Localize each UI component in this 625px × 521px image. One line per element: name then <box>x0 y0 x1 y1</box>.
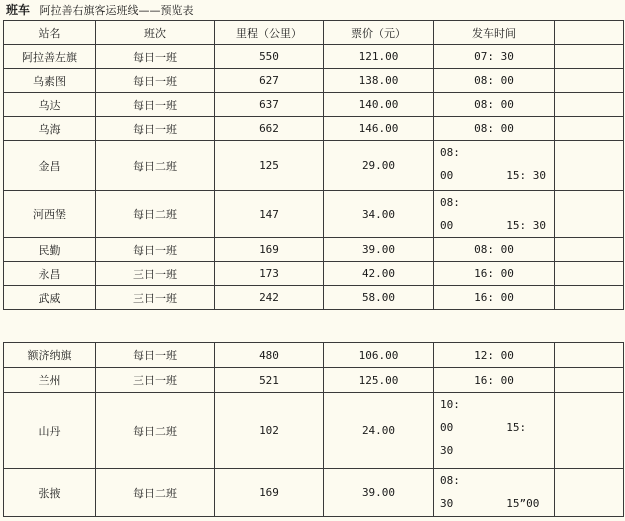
table-row <box>4 262 624 286</box>
ticket-price: 146.00 <box>324 117 434 141</box>
frequency: 每日二班 <box>96 393 215 469</box>
departure-time-line: 08: 00 <box>474 122 514 135</box>
schedule-table-1 <box>3 20 624 310</box>
blank-cell <box>555 286 624 310</box>
station-name: 乌素图 <box>4 69 96 93</box>
blank-cell <box>555 368 624 393</box>
departure-time <box>434 69 555 93</box>
station-name: 民勤 <box>4 238 96 262</box>
frequency: 每日一班 <box>96 238 215 262</box>
blank-cell <box>555 69 624 93</box>
departure-time <box>434 286 555 310</box>
departure-time-line: 08: 00 <box>474 98 514 111</box>
departure-time-line: 16: 00 <box>474 267 514 280</box>
distance-km: 169 <box>215 469 324 517</box>
header-price: 票价（元） <box>324 21 434 45</box>
frequency: 每日二班 <box>96 191 215 238</box>
station-name: 山丹 <box>4 393 96 469</box>
station-name: 乌达 <box>4 93 96 117</box>
ticket-price: 125.00 <box>324 368 434 393</box>
departure-time-line: 08: 00 <box>474 74 514 87</box>
departure-time <box>434 343 555 368</box>
distance-km: 480 <box>215 343 324 368</box>
departure-time-line: 00 15: 30 <box>440 169 546 182</box>
ticket-price: 140.00 <box>324 93 434 117</box>
ticket-price: 39.00 <box>324 238 434 262</box>
frequency: 每日一班 <box>96 93 215 117</box>
departure-time <box>434 93 555 117</box>
table-row <box>4 69 624 93</box>
distance-km: 637 <box>215 93 324 117</box>
blank-cell <box>555 117 624 141</box>
departure-time-line: 00 15: <box>440 421 527 434</box>
frequency: 每日一班 <box>96 117 215 141</box>
departure-time <box>434 45 555 69</box>
departure-time-line: 08: <box>440 474 460 487</box>
distance-km: 521 <box>215 368 324 393</box>
distance-km: 242 <box>215 286 324 310</box>
ticket-price: 42.00 <box>324 262 434 286</box>
frequency: 三日一班 <box>96 368 215 393</box>
distance-km: 662 <box>215 117 324 141</box>
frequency: 每日二班 <box>96 469 215 517</box>
distance-km: 102 <box>215 393 324 469</box>
table-row <box>4 191 624 238</box>
departure-time-line: 30 <box>440 444 454 457</box>
header-frequency: 班次 <box>96 21 215 45</box>
table-row <box>4 393 624 469</box>
frequency: 三日一班 <box>96 286 215 310</box>
header-row <box>4 21 624 45</box>
station-name: 永昌 <box>4 262 96 286</box>
departure-time <box>434 368 555 393</box>
table-row <box>4 93 624 117</box>
blank-cell <box>555 393 624 469</box>
departure-time-line: 16: 00 <box>474 291 514 304</box>
frequency: 每日一班 <box>96 343 215 368</box>
departure-time <box>434 141 555 191</box>
schedule-table-2 <box>3 342 624 517</box>
distance-km: 147 <box>215 191 324 238</box>
frequency: 每日一班 <box>96 69 215 93</box>
departure-time <box>434 191 555 238</box>
departure-time-line: 30 15”00 <box>440 497 540 510</box>
blank-cell <box>555 343 624 368</box>
blank-cell <box>555 93 624 117</box>
blank-cell <box>555 238 624 262</box>
departure-time-line: 08: <box>440 196 460 209</box>
blank-cell <box>555 262 624 286</box>
ticket-price: 39.00 <box>324 469 434 517</box>
page-title <box>6 2 194 18</box>
table-row <box>4 286 624 310</box>
departure-time-line: 00 15: 30 <box>440 219 546 232</box>
table-row <box>4 368 624 393</box>
station-name: 乌海 <box>4 117 96 141</box>
header-distance: 里程（公里） <box>215 21 324 45</box>
header-departure: 发车时间 <box>434 21 555 45</box>
departure-time <box>434 469 555 517</box>
title-lead: 班车 <box>6 3 31 17</box>
station-name: 额济纳旗 <box>4 343 96 368</box>
header-station: 站名 <box>4 21 96 45</box>
ticket-price: 121.00 <box>324 45 434 69</box>
distance-km: 169 <box>215 238 324 262</box>
ticket-price: 24.00 <box>324 393 434 469</box>
station-name: 河西堡 <box>4 191 96 238</box>
distance-km: 173 <box>215 262 324 286</box>
table-row <box>4 469 624 517</box>
ticket-price: 106.00 <box>324 343 434 368</box>
distance-km: 550 <box>215 45 324 69</box>
departure-time-line: 08: 00 <box>474 243 514 256</box>
table-row <box>4 117 624 141</box>
station-name: 阿拉善左旗 <box>4 45 96 69</box>
departure-time <box>434 262 555 286</box>
station-name: 兰州 <box>4 368 96 393</box>
ticket-price: 58.00 <box>324 286 434 310</box>
header-extra <box>555 21 624 45</box>
blank-cell <box>555 141 624 191</box>
distance-km: 627 <box>215 69 324 93</box>
departure-time-line: 16: 00 <box>474 373 514 387</box>
blank-cell <box>555 45 624 69</box>
distance-km: 125 <box>215 141 324 191</box>
frequency: 每日二班 <box>96 141 215 191</box>
table-row <box>4 343 624 368</box>
departure-time <box>434 238 555 262</box>
departure-time <box>434 393 555 469</box>
blank-cell <box>555 469 624 517</box>
departure-time-line: 12: 00 <box>474 348 514 362</box>
station-name: 金昌 <box>4 141 96 191</box>
station-name: 张掖 <box>4 469 96 517</box>
frequency: 每日一班 <box>96 45 215 69</box>
departure-time <box>434 117 555 141</box>
table-row <box>4 45 624 69</box>
frequency: 三日一班 <box>96 262 215 286</box>
departure-time-line: 08: <box>440 146 460 159</box>
table-row <box>4 238 624 262</box>
station-name: 武威 <box>4 286 96 310</box>
title-text: 阿拉善右旗客运班线——预览表 <box>39 4 194 17</box>
ticket-price: 34.00 <box>324 191 434 238</box>
departure-time-line: 07: 30 <box>474 50 514 63</box>
ticket-price: 29.00 <box>324 141 434 191</box>
departure-time-line: 10: <box>440 398 460 411</box>
table-row <box>4 141 624 191</box>
blank-cell <box>555 191 624 238</box>
ticket-price: 138.00 <box>324 69 434 93</box>
